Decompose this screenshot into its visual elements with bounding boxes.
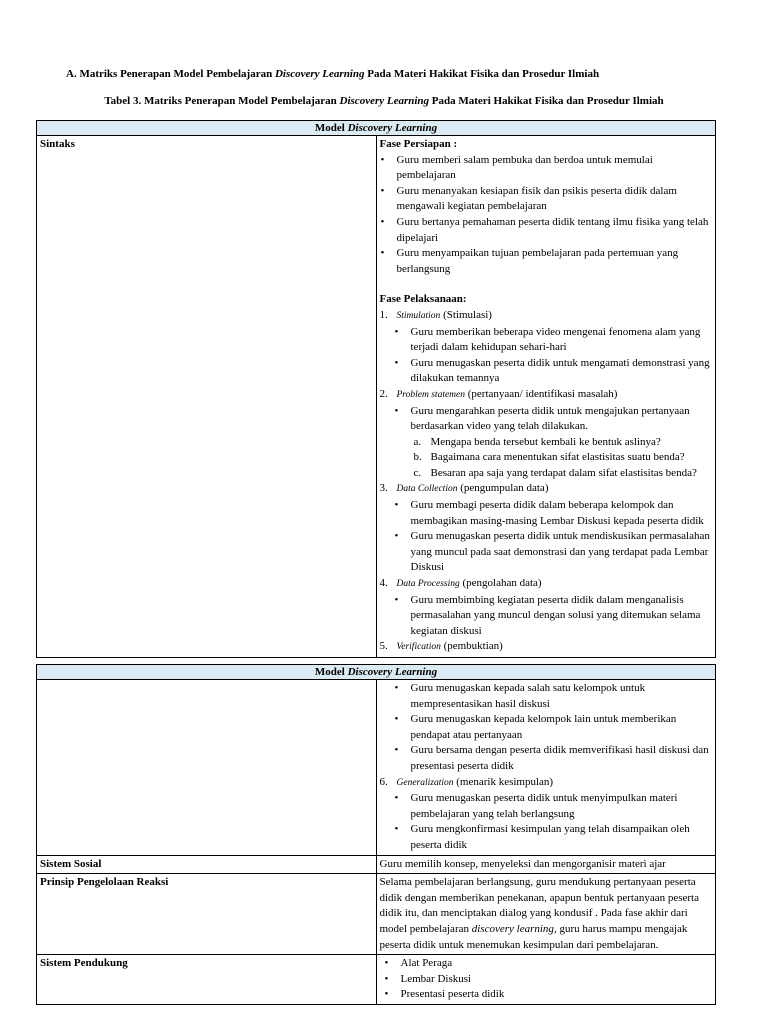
empty-label-cell: [37, 680, 377, 856]
list-item: • Guru mengkonfirmasi kesimpulan yang telah disampaikan oleh peserta didik: [380, 822, 713, 853]
sintaks-label: Sintaks: [37, 136, 377, 658]
list-item: • Guru menugaskan peserta didik untuk menyimpulkan materi pembelajaran yang telah berlangsung: [380, 791, 713, 822]
list-item: • Guru menanyakan kesiapan fisik dan psikis peserta didik dalam mengawali kegiatan pembelajaran: [380, 184, 713, 215]
list-item: • Guru menugaskan peserta didik untuk mengamati demonstrasi yang dilakukan temannya: [380, 356, 713, 387]
list-item: c. Besaran apa saja yang terdapat dalam sifat elastisitas benda?: [413, 466, 697, 479]
list-item: • Guru menugaskan peserta didik untuk mendiskusikan permasalahan yang muncul pada saat demonstrasi dan yang terdapat pada Lembar Diskusi: [380, 529, 713, 576]
table-header: Model Discovery Learning: [37, 665, 716, 680]
list-item: a. Mengapa benda tersebut kembali ke bentuk aslinya?: [413, 435, 661, 448]
matrix-table-part2: [36, 664, 716, 1005]
table-header: Model Discovery Learning: [37, 121, 716, 136]
pelaksanaan-title: Fase Pelaksanaan:: [379, 293, 467, 306]
sintaks-content: [376, 136, 716, 658]
table-caption: Tabel 3. Matriks Penerapan Model Pembelajaran Discovery Learning Pada Materi Hakikat Fisika dan Prosedur Ilmiah: [104, 95, 664, 107]
step-generalization: 6. Generalization (menarik kesimpulan): [379, 775, 554, 788]
step-data-collection: 3. Data Collection (pengumpulan data): [379, 482, 549, 495]
list-item: • Lembar Diskusi: [384, 972, 713, 988]
section-heading: A. Matriks Penerapan Model Pembelajaran Discovery Learning Pada Materi Hakikat Fisika dan Prosedur Ilmiah: [66, 68, 600, 80]
matrix-table-part1: [36, 120, 716, 658]
persiapan-list: [380, 153, 713, 278]
list-item: • Guru bersama dengan peserta didik memverifikasi hasil diskusi dan presentasi peserta didik: [380, 743, 713, 774]
list-item: • Guru membagi peserta didik dalam beberapa kelompok dan membagikan masing-masing Lembar Diskusi kepada peserta didik: [380, 498, 713, 529]
persiapan-title: Fase Persiapan :: [379, 138, 458, 150]
list-item: b. Bagaimana cara menentukan sifat elastisitas suatu benda?: [413, 451, 685, 464]
sintaks-continued: [376, 680, 716, 856]
list-item: • Presentasi peserta didik: [384, 987, 713, 1003]
pendukung-content: [376, 955, 716, 1005]
step-stimulation: 1. Stimulation (Stimulasi): [379, 308, 492, 321]
list-item: • Guru menyampaikan tujuan pembelajaran pada pertemuan yang berlangsung: [380, 246, 713, 277]
list-item: • Guru menugaskan kepada kelompok lain untuk memberikan pendapat atau pertanyaan: [380, 712, 713, 743]
list-item: • Guru mengarahkan peserta didik untuk mengajukan pertanyaan berdasarkan video yang telah dilakukan.: [380, 404, 713, 435]
pendukung-label: Sistem Pendukung: [37, 955, 377, 1005]
sistem-sosial-text: Guru memilih konsep, menyeleksi dan mengorganisir materi ajar: [376, 855, 716, 874]
list-item: • Guru memberi salam pembuka dan berdoa untuk memulai pembelajaran: [380, 153, 713, 184]
list-item: • Guru bertanya pemahaman peserta didik tentang ilmu fisika yang telah dipelajari: [380, 215, 713, 246]
list-item: • Guru membimbing kegiatan peserta didik dalam menganalisis permasalahan yang muncul dengan solusi yang ditemukan selama kegiatan diskusi: [380, 593, 713, 640]
list-item: • Alat Peraga: [384, 956, 713, 972]
step-verification: 5. Verification (pembuktian): [379, 640, 503, 653]
list-item: • Guru menugaskan kepada salah satu kelompok untuk mempresentasikan hasil diskusi: [380, 681, 713, 712]
prinsip-label: Prinsip Pengelolaan Reaksi: [37, 874, 377, 955]
sistem-sosial-label: Sistem Sosial: [37, 855, 377, 874]
prinsip-text: Selama pembelajaran berlangsung, guru mendukung pertanyaan peserta didik dengan memberikan penekanan, apapun bentuk pertanyaan peserta didik itu, dan menciptakan dialog yang kondusif . Pada fase akhir dari model pembelajaran discovery learning, guru harus mampu mengajak peserta didik untuk menemukan kesimpulan dari pembelajaran.: [376, 874, 716, 955]
step-problem-statement: 2. Problem statemen (pertanyaan/ identifikasi masalah): [379, 387, 618, 400]
step-data-processing: 4. Data Processing (pengolahan data): [379, 577, 542, 590]
list-item: • Guru memberikan beberapa video mengenai fenomena alam yang terjadi dalam kehidupan sehari-hari: [380, 325, 713, 356]
